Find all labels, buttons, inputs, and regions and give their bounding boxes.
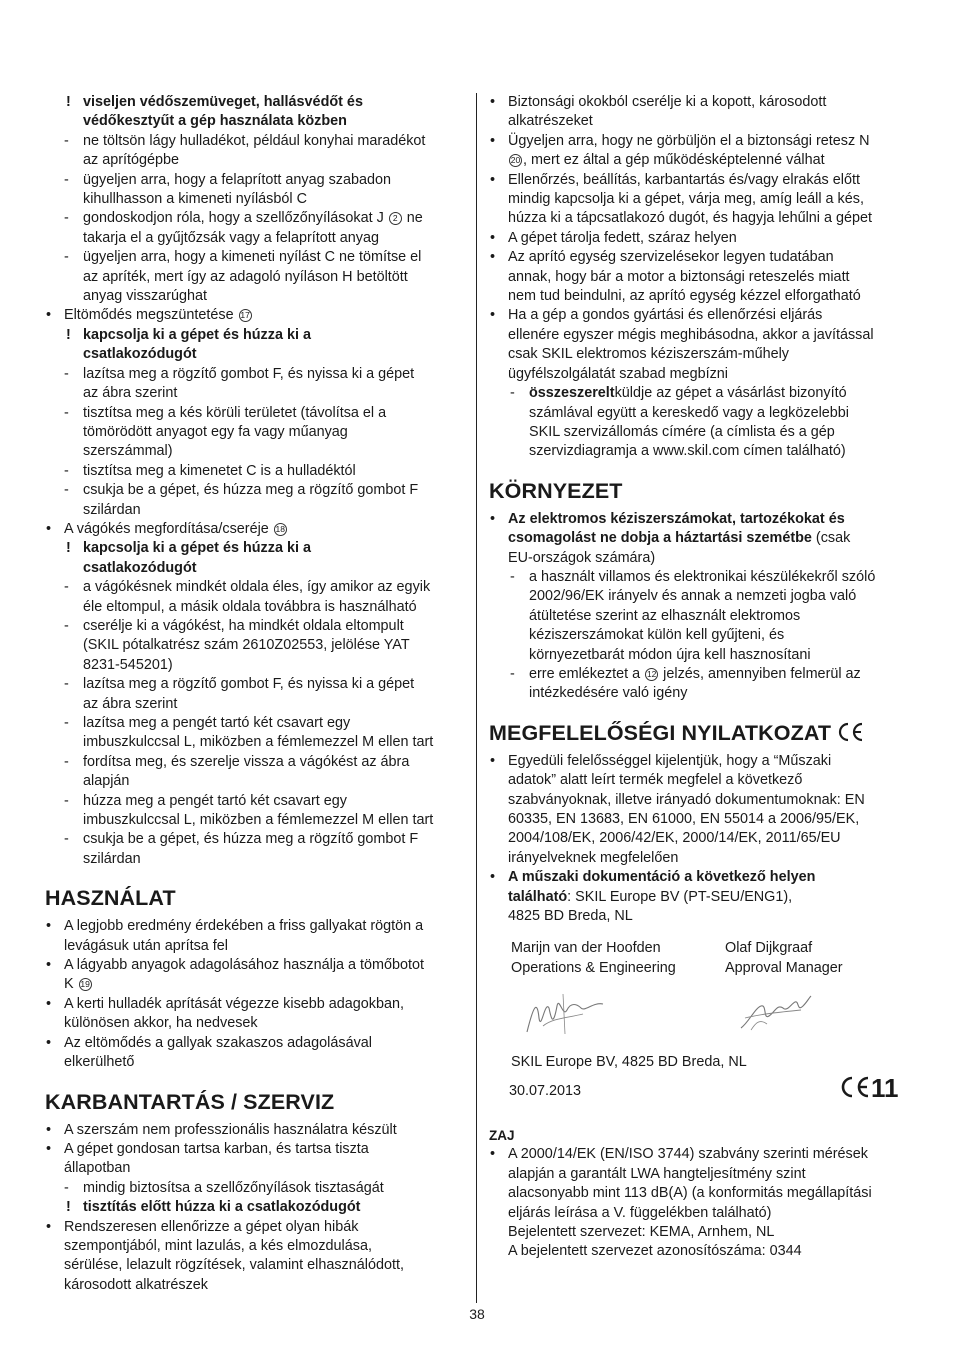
text-continuation xyxy=(45,501,463,520)
ce-mark-icon xyxy=(839,1075,871,1099)
dash-icon: - xyxy=(64,831,69,848)
text-continuation xyxy=(45,559,463,578)
line-text: ne töltsön lágy hulladékot, például konyhai maradékot xyxy=(83,132,426,149)
left-column xyxy=(45,93,463,1295)
line-text: károsodott alkatrészek xyxy=(64,1276,208,1293)
text-continuation xyxy=(45,975,463,994)
reference-number-icon: 18 xyxy=(275,523,286,534)
text-continuation xyxy=(489,1165,911,1184)
bullet-icon: • xyxy=(46,957,52,974)
line-text: ügyeljen arra, hogy a felaprított anyag szabadon xyxy=(83,171,392,188)
dash-icon: - xyxy=(64,249,69,266)
line-text: a használt villamos és elektronikai készülékekről szóló xyxy=(529,568,876,585)
bold-text: A műszaki dokumentáció a következő helyen xyxy=(508,869,816,886)
line-text: Rendszeresen ellenőrizze a gépet olyan hibák xyxy=(64,1218,359,1235)
line-text: irányelveknek megfelelően xyxy=(508,849,679,866)
text-continuation xyxy=(489,607,911,626)
line-text: A gépet gondosan tartsa karban, és tartsa tiszta xyxy=(64,1140,369,1157)
bullet-item xyxy=(45,306,463,325)
line-text: takarja el a gyűjtőzsák vagy a felaprított anyag xyxy=(83,229,379,246)
dash-item xyxy=(45,481,463,500)
line-text: tömörödött anyagot egy fa vagy műanyag xyxy=(83,423,348,440)
line-text: ügyeljen arra, hogy a kimeneti nyílást C ne tömítse el xyxy=(83,249,422,266)
text-continuation xyxy=(45,695,463,714)
line-text: környezetbarát módon újra kell hasznosítani xyxy=(529,646,811,663)
text-continuation xyxy=(45,1053,463,1072)
line-text: az aprítógépbe xyxy=(83,152,180,169)
line-text-after: , mert ez által a gép működésképtelenné válhat xyxy=(523,152,825,169)
line-text: nem tud beindulni, az aprító egység kézzel elforgatható xyxy=(508,288,861,305)
text-continuation xyxy=(45,772,463,791)
text-continuation xyxy=(489,529,911,548)
line-text: védőkesztyűt a gép használata közben xyxy=(83,113,347,130)
text-continuation xyxy=(489,268,911,287)
line-text: imbuszkulccsal L, miközben a fémlemezzel M ellen tart xyxy=(83,812,434,829)
bullet-item xyxy=(489,229,911,248)
dash-icon: - xyxy=(64,579,69,596)
right-column xyxy=(489,93,911,1262)
line-text: állapotban xyxy=(64,1160,131,1177)
line-text: szabványoknak, illetve irányadó dokumentumoknak: EN xyxy=(508,791,865,808)
line-text: szervizdiagramja a www.skil.com címen található) xyxy=(529,443,846,460)
dash-icon: - xyxy=(510,568,515,585)
text-continuation xyxy=(45,598,463,617)
text-continuation xyxy=(489,209,911,228)
text-continuation xyxy=(489,112,911,131)
text-continuation xyxy=(489,907,911,926)
line-text: szilárdan xyxy=(83,850,141,867)
dash-item xyxy=(45,132,463,151)
text-continuation xyxy=(489,646,911,665)
line-text: tisztítsa meg a kés körüli területet (távolítsa el a xyxy=(83,404,387,421)
text-continuation xyxy=(489,423,911,442)
line-text: K xyxy=(64,976,74,993)
noise-heading: ZAJ xyxy=(489,1128,515,1144)
bullet-item xyxy=(489,171,911,190)
dash-item xyxy=(45,830,463,849)
bullet-icon: • xyxy=(46,1218,52,1235)
line-text: húzza meg a pengét tartó két csavart egy xyxy=(83,792,347,809)
text-continuation xyxy=(45,1159,463,1178)
company-address: SKIL Europe BV, 4825 BD Breda, NL xyxy=(511,1054,747,1071)
bullet-icon: • xyxy=(490,249,496,266)
line-text-after: jelzés, amennyiben felmerül az xyxy=(659,665,861,682)
dash-item xyxy=(45,248,463,267)
text-continuation xyxy=(45,423,463,442)
declaration-date: 30.07.2013 xyxy=(509,1083,582,1100)
dash-item xyxy=(45,753,463,772)
section-heading-text: HASZNÁLAT xyxy=(45,886,176,911)
line-text: csatlakozódugót xyxy=(83,559,197,576)
signature-2-image xyxy=(737,994,813,1034)
text-continuation xyxy=(45,1237,463,1256)
line-text: Eltömődés megszüntetése xyxy=(64,307,234,324)
column-divider xyxy=(476,93,477,1303)
line-text: A bejelentett szervezet azonosítószáma: 0344 xyxy=(508,1243,802,1260)
line-text-after: gépet a vásárlást bizonyító xyxy=(675,385,847,402)
line-text: SKIL szervizállomás címére (a címlista és a gép xyxy=(529,423,835,440)
text-continuation xyxy=(45,733,463,752)
line-text: Biztonsági okokból cserélje ki a kopott, károsodott xyxy=(508,94,827,110)
text-continuation xyxy=(489,587,911,606)
line-text: szempontjából, mint lazulás, a kés elmozdulása, xyxy=(64,1237,372,1254)
section-heading-text: KÖRNYEZET xyxy=(489,478,623,503)
line-text: A gépet tárolja fedett, száraz helyen xyxy=(508,229,737,246)
signer-2-name: Olaf Dijkgraaf xyxy=(725,940,813,957)
line-text: kapcsolja ki a gépet és húzza ki a xyxy=(83,326,311,343)
line-text: Ellenőrzés, beállítás, karbantartás és/vagy elrakás előtt xyxy=(508,171,860,188)
warning-icon: ! xyxy=(66,540,71,557)
line-text: Ha a gép a gondos gyártási és ellenőrzési eljárás xyxy=(508,307,823,324)
line-text: lazítsa meg a pengét tartó két csavart egy xyxy=(83,715,351,731)
line-text: Ügyeljen arra, hogy ne görbüljön el a biztonsági retesz N xyxy=(508,132,870,149)
line-text: 2004/108/EK, 2006/42/EK, 2000/14/EK, 2011/65/EU xyxy=(508,830,841,847)
text-continuation xyxy=(489,849,911,868)
line-text: a vágókésnek mindkét oldala éles, így amikor az egyik xyxy=(83,579,431,596)
section-heading-text: KARBANTARTÁS / SZERVIZ xyxy=(45,1089,335,1114)
bold-text: összeszerelt xyxy=(529,385,615,402)
text-continuation xyxy=(45,1276,463,1295)
signer-1-name: Marijn van der Hoofden xyxy=(511,940,661,957)
line-text: csukja be a gépet, és húzza meg a rögzítő gombot F xyxy=(83,482,419,499)
text-continuation xyxy=(489,1204,911,1223)
text-continuation xyxy=(45,229,463,248)
dash-item xyxy=(45,171,463,190)
line-text: A vágókés megfordítása/cseréje xyxy=(64,520,269,537)
line-text: annak, hogy bár a motor a biztonsági reteszelés miatt xyxy=(508,268,850,285)
line-text: (SKIL pótalkatrész szám 2610Z02553, jelölése YAT xyxy=(83,637,410,654)
text-continuation xyxy=(45,1014,463,1033)
page-number: 38 xyxy=(469,1306,485,1322)
bullet-icon: • xyxy=(490,171,496,188)
dash-icon: - xyxy=(64,132,69,149)
signature-1-image xyxy=(523,988,607,1040)
bullet-icon: • xyxy=(46,520,52,537)
dash-item xyxy=(489,568,911,587)
text-continuation xyxy=(489,345,911,364)
dash-icon: - xyxy=(510,665,515,682)
dash-icon: - xyxy=(64,171,69,188)
bullet-icon: • xyxy=(490,307,496,324)
line-text: küldje az xyxy=(614,385,676,402)
signer-2 xyxy=(725,938,843,978)
line-text: mindig biztosítsa a szellőzőnyílások tisztaságát xyxy=(83,1179,384,1196)
warning-item xyxy=(45,93,463,112)
bullet-item xyxy=(489,93,911,112)
bullet-item xyxy=(45,1218,463,1237)
line-text: Az eltömődés a gallyak szakaszos adagolásával xyxy=(64,1034,372,1051)
dash-icon: - xyxy=(64,404,69,421)
line-text: kéziszerszámokat külön kell gyűjteni, és xyxy=(529,627,785,644)
warning-item xyxy=(45,326,463,345)
line-text: levágásuk után aprítsa fel xyxy=(64,937,228,954)
bullet-item xyxy=(45,1034,463,1053)
dash-icon: - xyxy=(64,792,69,809)
line-text-after: : SKIL Europe BV (PT-SEU/ENG1), xyxy=(567,888,793,905)
line-text: éle eltompul, a másik oldala továbbra is használható xyxy=(83,598,417,615)
line-text: A 2000/14/EK (EN/ISO 3744) szabvány szerinti mérések xyxy=(508,1146,868,1163)
text-continuation xyxy=(489,442,911,461)
dash-item xyxy=(489,384,911,403)
dash-item xyxy=(45,792,463,811)
dash-item xyxy=(45,617,463,636)
bullet-icon: • xyxy=(490,229,496,246)
line-text: szilárdan xyxy=(83,501,141,518)
bullet-item xyxy=(45,1140,463,1159)
bullet-icon: • xyxy=(490,752,496,769)
line-text: alacsonyabb mint 113 dB(A) (a konformitás megállapítási xyxy=(508,1185,872,1202)
line-text: tisztítás előtt húzza ki a csatlakozódugót xyxy=(83,1199,361,1216)
text-continuation xyxy=(45,656,463,675)
text-continuation xyxy=(45,384,463,403)
line-text: A kerti hulladék aprítását végezze kisebb adagokban, xyxy=(64,995,404,1012)
line-text: kihullhasson a kimeneti nyílásból C xyxy=(83,191,307,208)
line-text: kapcsolja ki a gépet és húzza ki a xyxy=(83,540,311,557)
bullet-item xyxy=(489,132,911,151)
signer-2-role: Approval Manager xyxy=(725,960,843,977)
dash-item xyxy=(45,578,463,597)
bullet-item xyxy=(45,520,463,539)
section-heading xyxy=(45,885,463,911)
bullet-item xyxy=(489,752,911,771)
line-text: tisztítsa meg a kimenetet C is a hulladéktól xyxy=(83,462,356,479)
reference-number-icon: 20 xyxy=(510,155,521,166)
line-text: számlával együtt a kereskedő vagy a legközelebbi xyxy=(529,404,849,421)
ce-number: 11 xyxy=(871,1073,899,1104)
line-text: viseljen védőszemüveget, hallásvédőt és xyxy=(83,94,363,110)
line-text: 2002/96/EK irányelv és annak a nemzeti jogba való xyxy=(529,588,857,605)
warning-item xyxy=(45,1198,463,1217)
line-text: alkatrészeket xyxy=(508,113,593,130)
text-continuation xyxy=(45,850,463,869)
line-text: csak SKIL elektromos kéziszerszám-műhely xyxy=(508,346,789,363)
dash-icon: - xyxy=(64,617,69,634)
text-continuation xyxy=(489,365,911,384)
line-text: sérülése, lelazult rögzítések, valamint elhasználódott, xyxy=(64,1257,404,1274)
warning-icon: ! xyxy=(66,94,71,110)
text-continuation xyxy=(489,326,911,345)
line-text: alapján a garantált LWA hangteljesítmény szint xyxy=(508,1165,806,1182)
line-text: 4825 BD Breda, NL xyxy=(508,908,633,925)
dash-icon: - xyxy=(510,385,515,402)
text-continuation xyxy=(489,791,911,810)
text-continuation xyxy=(45,937,463,956)
dash-item xyxy=(45,714,463,733)
line-text: az ábra szerint xyxy=(83,695,178,712)
text-continuation xyxy=(489,888,911,907)
text-continuation xyxy=(45,1256,463,1275)
line-text: 60335, EN 13683, EN 61000, EN 55014 a 2006/95/EK, xyxy=(508,811,860,827)
line-text: eljárás leírása a V. függelékben található) xyxy=(508,1204,772,1221)
line-text: intézkedésére való igény xyxy=(529,685,688,702)
text-continuation xyxy=(45,112,463,131)
reference-number-icon: 2 xyxy=(389,212,402,225)
line-text: elkerülhető xyxy=(64,1054,135,1071)
text-continuation xyxy=(489,829,911,848)
warning-icon: ! xyxy=(66,326,71,343)
line-text: anyag visszarúghat xyxy=(83,288,207,305)
line-text-after: ne xyxy=(402,210,423,227)
line-text: mindig kapcsolja ki a gépet, várja meg, amíg leáll a kés, xyxy=(508,191,864,208)
text-continuation xyxy=(489,287,911,306)
noise-section xyxy=(489,1145,911,1261)
text-continuation xyxy=(489,626,911,645)
dash-icon: - xyxy=(64,753,69,770)
bullet-icon: • xyxy=(46,995,52,1012)
line-text: az ábra szerint xyxy=(83,385,178,402)
dash-icon: - xyxy=(64,482,69,499)
section-heading xyxy=(45,1089,463,1115)
line-text: átültetése szerint az elhasznált elektromos xyxy=(529,607,801,624)
dash-item xyxy=(45,462,463,481)
line-text: gondoskodjon róla, hogy a szellőzőnyílásokat J xyxy=(83,210,384,227)
text-continuation xyxy=(489,151,911,170)
line-text: A szerszám nem professzionális használatra készült xyxy=(64,1121,397,1138)
line-text: ellenére egyszer mégis meghibásodna, akkor a javítással xyxy=(508,326,874,343)
bullet-item xyxy=(45,1121,463,1140)
line-text: csukja be a gépet, és húzza meg a rögzítő gombot F xyxy=(83,831,419,848)
right-column-flow xyxy=(489,93,911,926)
text-continuation xyxy=(489,1242,911,1261)
line-text: EU-országok számára) xyxy=(508,549,656,566)
line-text: A legjobb eredmény érdekében a friss gallyakat rögtön a xyxy=(64,918,424,935)
line-text: az apríték, mert így az adagoló nyíláson H betöltött xyxy=(83,268,408,285)
text-continuation xyxy=(45,442,463,461)
line-text: szerszámmal) xyxy=(83,443,173,460)
line-text: cserélje ki a vágókést, ha mindkét oldala eltompult xyxy=(83,617,404,634)
warning-icon: ! xyxy=(66,1199,71,1216)
text-continuation xyxy=(45,151,463,170)
bullet-item xyxy=(489,248,911,267)
dash-item xyxy=(45,365,463,384)
text-continuation xyxy=(45,190,463,209)
bullet-icon: • xyxy=(490,510,496,527)
line-text: Bejelentett szervezet: KEMA, Arnhem, NL xyxy=(508,1224,775,1241)
bullet-icon: • xyxy=(46,1034,52,1051)
ce-mark-icon xyxy=(837,722,865,742)
bullet-icon: • xyxy=(490,94,496,110)
reference-number-icon: 12 xyxy=(646,668,657,679)
bold-text: csomagolást ne dobja a háztartási szemétbe xyxy=(508,530,812,547)
line-text-after: (csak xyxy=(811,530,851,547)
text-continuation xyxy=(45,636,463,655)
text-continuation xyxy=(489,404,911,423)
line-text: különösen akkor, ha nedvesek xyxy=(64,1015,258,1032)
dash-icon: - xyxy=(64,210,69,227)
text-continuation xyxy=(489,1223,911,1242)
bullet-item xyxy=(45,956,463,975)
dash-icon: - xyxy=(64,715,69,731)
dash-item xyxy=(45,209,463,228)
bullet-item xyxy=(489,868,911,887)
bullet-item xyxy=(45,917,463,936)
bullet-item xyxy=(489,1145,911,1164)
text-continuation xyxy=(45,268,463,287)
text-continuation xyxy=(489,190,911,209)
bullet-item xyxy=(489,510,911,529)
signer-1-role: Operations & Engineering xyxy=(511,960,676,977)
line-text: lazítsa meg a rögzítő gombot F, és nyissa ki a gépet xyxy=(83,676,415,693)
ce-mark-with-number xyxy=(839,1073,899,1103)
line-text: lazítsa meg a rögzítő gombot F, és nyissa ki a gépet xyxy=(83,365,415,382)
bullet-item xyxy=(489,306,911,325)
line-text: A lágyabb anyagok adagolásához használja a tömőbotot xyxy=(64,957,425,974)
bullet-icon: • xyxy=(46,1140,52,1157)
line-text: ügyfélszolgálatát szabad megbízni xyxy=(508,365,728,382)
bold-text: található xyxy=(508,888,568,905)
text-continuation xyxy=(45,287,463,306)
line-text: adatok” alatt leírt termék megfelel a következő xyxy=(508,772,803,789)
text-continuation xyxy=(489,549,911,568)
text-continuation xyxy=(45,345,463,364)
dash-icon: - xyxy=(64,676,69,693)
line-text: Egyedüli felelősséggel kijelentjük, hogy a “Műszaki xyxy=(508,752,832,769)
signature-block xyxy=(489,938,911,1138)
dash-item xyxy=(489,665,911,684)
section-heading xyxy=(489,720,911,746)
dash-item xyxy=(45,675,463,694)
line-text: csatlakozódugót xyxy=(83,346,197,363)
bullet-icon: • xyxy=(46,307,52,324)
bullet-icon: • xyxy=(46,1121,52,1138)
line-text: húzza ki a tápcsatlakozó dugót, és hagyja lehűlni a gépet xyxy=(508,210,873,227)
text-continuation xyxy=(489,684,911,703)
reference-number-icon: 19 xyxy=(80,979,90,990)
bullet-icon: • xyxy=(46,918,52,935)
text-continuation xyxy=(45,811,463,830)
line-text: Az aprító egység szervizelésekor legyen tudatában xyxy=(508,249,834,266)
dash-icon: - xyxy=(64,365,69,382)
dash-icon: - xyxy=(64,462,69,479)
text-continuation xyxy=(489,1184,911,1203)
bullet-item xyxy=(45,995,463,1014)
line-text: alapján xyxy=(83,773,130,790)
warning-item xyxy=(45,539,463,558)
dash-icon: - xyxy=(64,1179,69,1196)
bold-text: Az elektromos kéziszerszámokat, tartozékokat és xyxy=(508,510,845,527)
text-continuation xyxy=(489,771,911,790)
text-continuation xyxy=(489,810,911,829)
line-text: 8231-545201) xyxy=(83,656,173,673)
line-text: erre emlékeztet a xyxy=(529,665,641,682)
signer-1 xyxy=(511,938,676,978)
bullet-icon: • xyxy=(490,869,496,886)
bullet-icon: • xyxy=(490,132,496,149)
section-heading-text: MEGFELELŐSÉGI NYILATKOZAT xyxy=(489,720,832,745)
line-text: imbuszkulccsal L, miközben a fémlemezzel M ellen tart xyxy=(83,734,434,751)
dash-item xyxy=(45,404,463,423)
dash-item xyxy=(45,1179,463,1198)
reference-number-icon: 17 xyxy=(240,310,250,321)
line-text: fordítsa meg, és szerelje vissza a vágókést az ábra xyxy=(83,753,410,770)
section-heading xyxy=(489,478,911,504)
bullet-icon: • xyxy=(490,1146,496,1163)
